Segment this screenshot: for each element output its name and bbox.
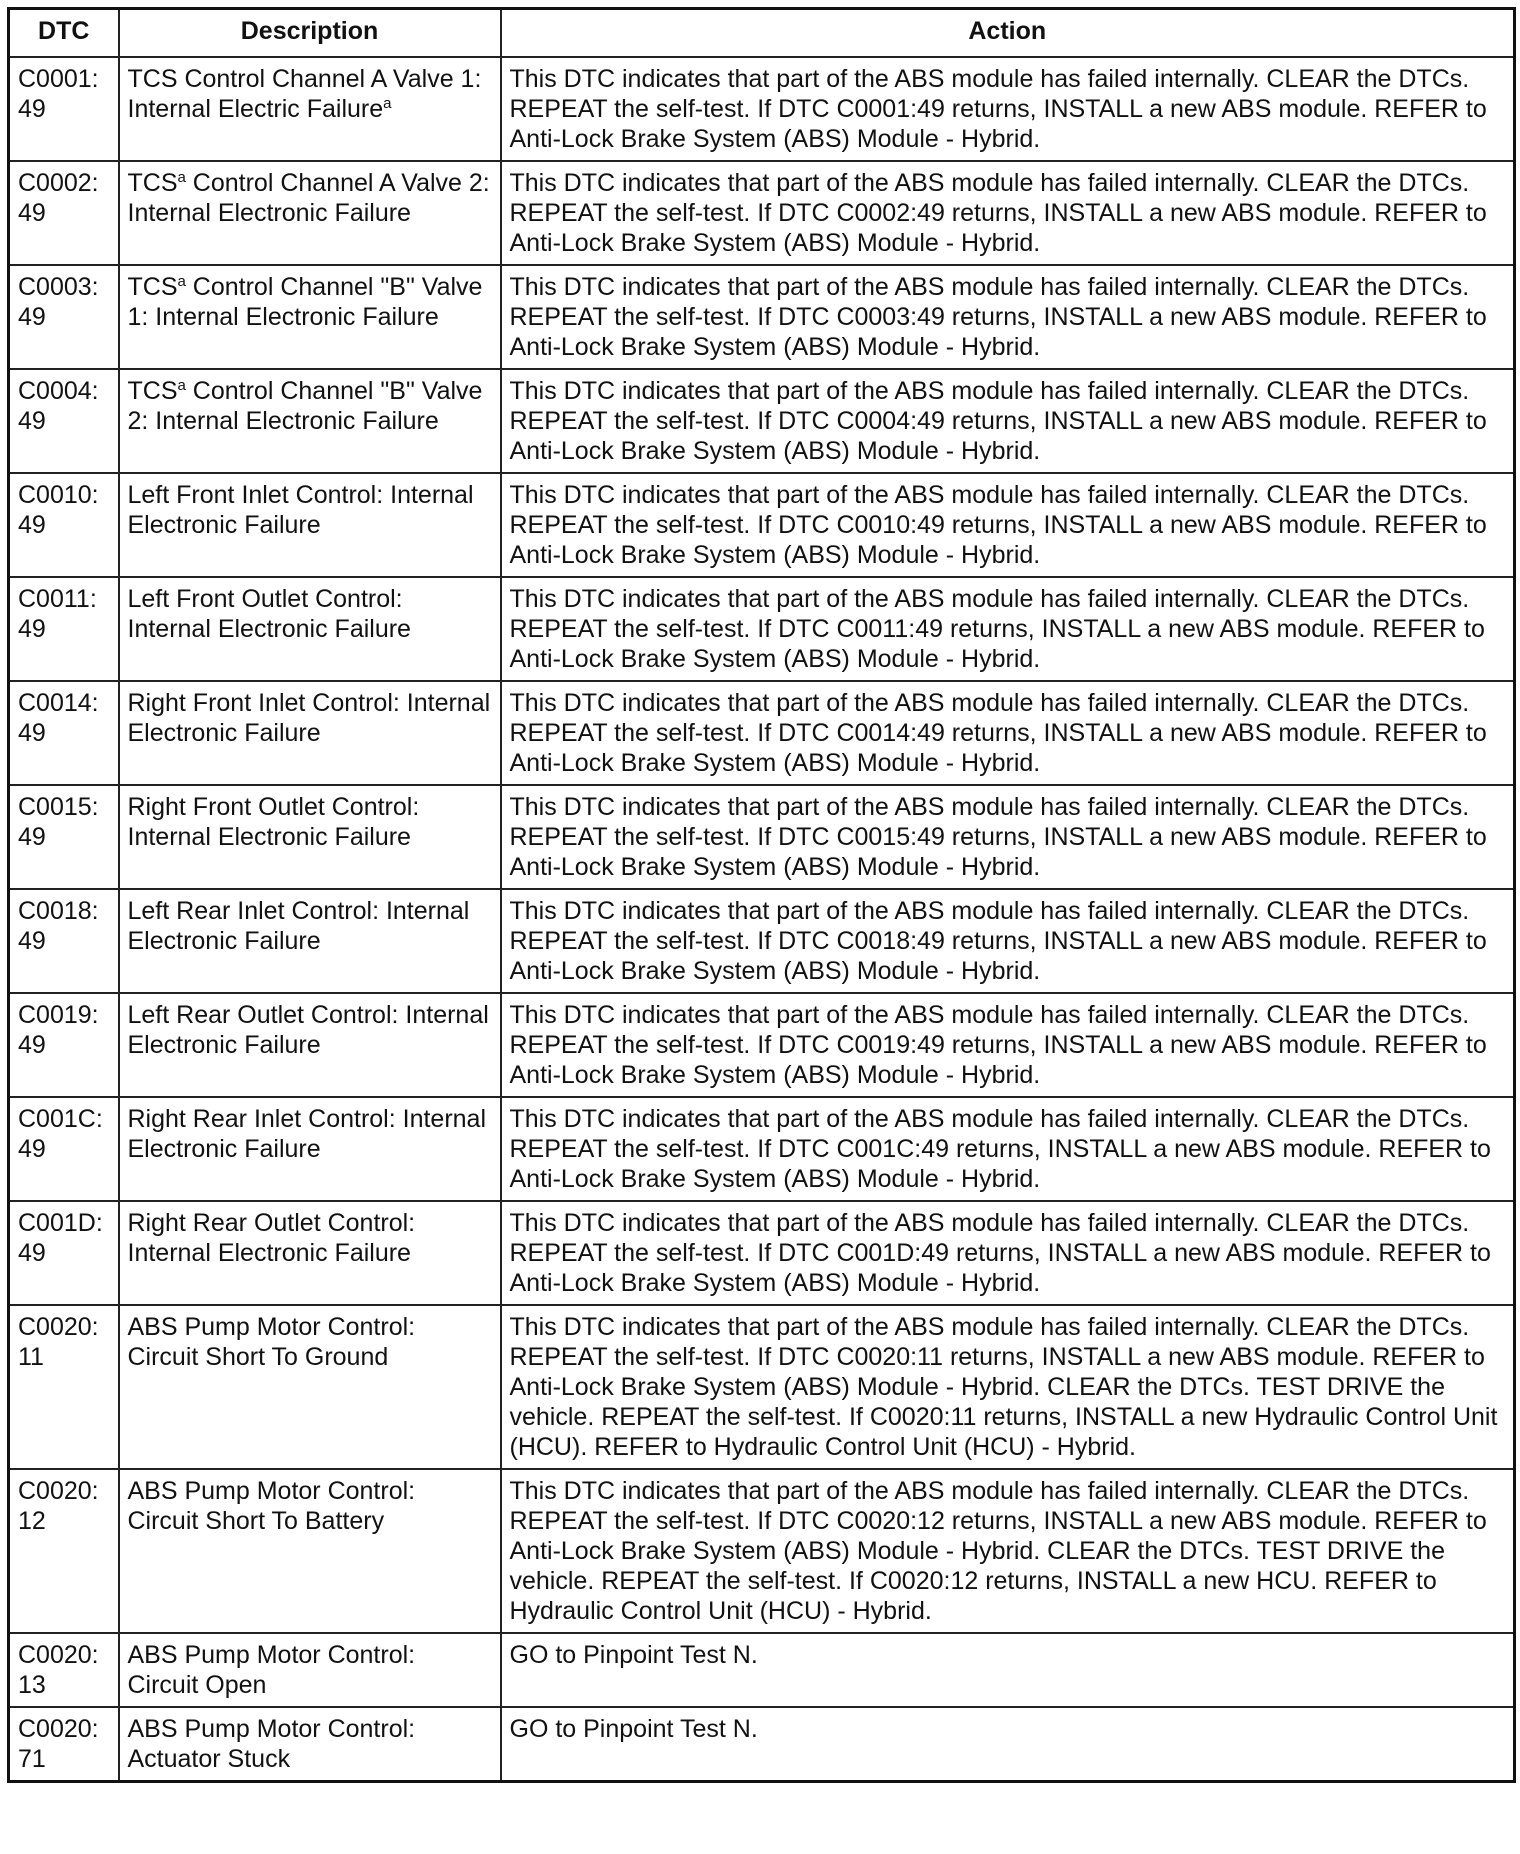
dtc-action: This DTC indicates that part of the ABS module has failed internally. CLEAR the DTCs. REPEAT the self-test. If DTC C0003:49 returns, INSTALL a new ABS module. REFER to Anti-Lock Brake System (ABS) Module - Hybrid. xyxy=(501,265,1515,369)
dtc-description xyxy=(119,57,501,161)
dtc-description: Right Front Inlet Control: Internal Electronic Failure xyxy=(119,681,501,785)
description-suffix: Control Channel "B" Valve 2: Internal Electronic Failure xyxy=(127,377,483,435)
dtc-action: This DTC indicates that part of the ABS module has failed internally. CLEAR the DTCs. REPEAT the self-test. If DTC C0020:11 returns, INSTALL a new ABS module. REFER to Anti-Lock Brake System (ABS) Module - Hybrid. CLEAR the DTCs. TEST DRIVE the vehicle. REPEAT the self-test. If C0020:11 returns, INSTALL a new Hydraulic Control Unit (HCU). REFER to Hydraulic Control Unit (HCU) - Hybrid. xyxy=(501,1305,1515,1469)
dtc-code: C0001:49 xyxy=(9,57,119,161)
dtc-action: This DTC indicates that part of the ABS module has failed internally. CLEAR the DTCs. REPEAT the self-test. If DTC C0019:49 returns, INSTALL a new ABS module. REFER to Anti-Lock Brake System (ABS) Module - Hybrid. xyxy=(501,993,1515,1097)
description-prefix: TCS xyxy=(127,169,178,197)
dtc-description: ABS Pump Motor Control: Circuit Short To Ground xyxy=(119,1305,501,1469)
table-row xyxy=(9,993,1515,1097)
header-dtc: DTC xyxy=(9,9,119,58)
dtc-description: Right Front Outlet Control: Internal Electronic Failure xyxy=(119,785,501,889)
dtc-action: This DTC indicates that part of the ABS module has failed internally. CLEAR the DTCs. REPEAT the self-test. If DTC C0018:49 returns, INSTALL a new ABS module. REFER to Anti-Lock Brake System (ABS) Module - Hybrid. xyxy=(501,889,1515,993)
dtc-code: C0020:11 xyxy=(9,1305,119,1469)
dtc-description xyxy=(119,161,501,265)
dtc-description: Left Rear Outlet Control: Internal Electronic Failure xyxy=(119,993,501,1097)
dtc-code: C0011:49 xyxy=(9,577,119,681)
dtc-action: This DTC indicates that part of the ABS module has failed internally. CLEAR the DTCs. REPEAT the self-test. If DTC C001D:49 returns, INSTALL a new ABS module. REFER to Anti-Lock Brake System (ABS) Module - Hybrid. xyxy=(501,1201,1515,1305)
dtc-code: C0020:13 xyxy=(9,1633,119,1707)
table-row xyxy=(9,1707,1515,1782)
dtc-description: Left Rear Inlet Control: Internal Electronic Failure xyxy=(119,889,501,993)
header-description: Description xyxy=(119,9,501,58)
dtc-action: This DTC indicates that part of the ABS module has failed internally. CLEAR the DTCs. REPEAT the self-test. If DTC C0004:49 returns, INSTALL a new ABS module. REFER to Anti-Lock Brake System (ABS) Module - Hybrid. xyxy=(501,369,1515,473)
dtc-description: ABS Pump Motor Control: Actuator Stuck xyxy=(119,1707,501,1782)
dtc-action: This DTC indicates that part of the ABS module has failed internally. CLEAR the DTCs. REPEAT the self-test. If DTC C0002:49 returns, INSTALL a new ABS module. REFER to Anti-Lock Brake System (ABS) Module - Hybrid. xyxy=(501,161,1515,265)
table-row xyxy=(9,681,1515,785)
dtc-action: This DTC indicates that part of the ABS module has failed internally. CLEAR the DTCs. REPEAT the self-test. If DTC C0015:49 returns, INSTALL a new ABS module. REFER to Anti-Lock Brake System (ABS) Module - Hybrid. xyxy=(501,785,1515,889)
dtc-action: This DTC indicates that part of the ABS module has failed internally. CLEAR the DTCs. REPEAT the self-test. If DTC C0014:49 returns, INSTALL a new ABS module. REFER to Anti-Lock Brake System (ABS) Module - Hybrid. xyxy=(501,681,1515,785)
footnote-marker: a xyxy=(177,377,186,394)
description-suffix: Control Channel A Valve 2: Internal Electronic Failure xyxy=(127,169,490,227)
footnote-marker: a xyxy=(383,95,392,112)
table-row xyxy=(9,889,1515,993)
table-row xyxy=(9,57,1515,161)
description-prefix: TCS xyxy=(127,377,178,405)
dtc-description: ABS Pump Motor Control: Circuit Open xyxy=(119,1633,501,1707)
dtc-code: C0019:49 xyxy=(9,993,119,1097)
dtc-description: Left Front Outlet Control: Internal Electronic Failure xyxy=(119,577,501,681)
footnote-marker: a xyxy=(177,273,186,290)
dtc-code: C0002:49 xyxy=(9,161,119,265)
dtc-action: This DTC indicates that part of the ABS module has failed internally. CLEAR the DTCs. REPEAT the self-test. If DTC C0011:49 returns, INSTALL a new ABS module. REFER to Anti-Lock Brake System (ABS) Module - Hybrid. xyxy=(501,577,1515,681)
footnote-marker: a xyxy=(177,169,186,186)
dtc-code: C0010:49 xyxy=(9,473,119,577)
dtc-code: C0014:49 xyxy=(9,681,119,785)
dtc-description: ABS Pump Motor Control: Circuit Short To Battery xyxy=(119,1469,501,1633)
table-row xyxy=(9,473,1515,577)
dtc-code: C0004:49 xyxy=(9,369,119,473)
dtc-action: GO to Pinpoint Test N. xyxy=(501,1633,1515,1707)
header-action: Action xyxy=(501,9,1515,58)
dtc-code: C0003:49 xyxy=(9,265,119,369)
dtc-code: C0020:71 xyxy=(9,1707,119,1782)
dtc-action: This DTC indicates that part of the ABS module has failed internally. CLEAR the DTCs. REPEAT the self-test. If DTC C0020:12 returns, INSTALL a new ABS module. REFER to Anti-Lock Brake System (ABS) Module - Hybrid. CLEAR the DTCs. TEST DRIVE the vehicle. REPEAT the self-test. If C0020:12 returns, INSTALL a new HCU. REFER to Hydraulic Control Unit (HCU) - Hybrid. xyxy=(501,1469,1515,1633)
description-prefix: TCS xyxy=(127,273,178,301)
dtc-description: Right Rear Outlet Control: Internal Electronic Failure xyxy=(119,1201,501,1305)
table-row xyxy=(9,161,1515,265)
dtc-description xyxy=(119,265,501,369)
dtc-table xyxy=(7,7,1516,1783)
dtc-action: GO to Pinpoint Test N. xyxy=(501,1707,1515,1782)
dtc-code: C0018:49 xyxy=(9,889,119,993)
dtc-description: Right Rear Inlet Control: Internal Electronic Failure xyxy=(119,1097,501,1201)
description-suffix: Control Channel "B" Valve 1: Internal Electronic Failure xyxy=(127,273,483,331)
dtc-code: C0015:49 xyxy=(9,785,119,889)
description-text: TCS Control Channel A Valve 1: Internal Electric Failure xyxy=(127,65,482,123)
dtc-description xyxy=(119,369,501,473)
table-row xyxy=(9,577,1515,681)
dtc-code: C001C:49 xyxy=(9,1097,119,1201)
dtc-description: Left Front Inlet Control: Internal Electronic Failure xyxy=(119,473,501,577)
table-row xyxy=(9,265,1515,369)
dtc-code: C0020:12 xyxy=(9,1469,119,1633)
dtc-action: This DTC indicates that part of the ABS module has failed internally. CLEAR the DTCs. REPEAT the self-test. If DTC C001C:49 returns, INSTALL a new ABS module. REFER to Anti-Lock Brake System (ABS) Module - Hybrid. xyxy=(501,1097,1515,1201)
table-row xyxy=(9,1633,1515,1707)
table-row xyxy=(9,1097,1515,1201)
dtc-code: C001D:49 xyxy=(9,1201,119,1305)
table-body xyxy=(9,57,1515,1782)
table-row xyxy=(9,785,1515,889)
table-row xyxy=(9,369,1515,473)
table-row xyxy=(9,1201,1515,1305)
table-row xyxy=(9,1469,1515,1633)
dtc-action: This DTC indicates that part of the ABS module has failed internally. CLEAR the DTCs. REPEAT the self-test. If DTC C0001:49 returns, INSTALL a new ABS module. REFER to Anti-Lock Brake System (ABS) Module - Hybrid. xyxy=(501,57,1515,161)
table-row xyxy=(9,1305,1515,1469)
dtc-action: This DTC indicates that part of the ABS module has failed internally. CLEAR the DTCs. REPEAT the self-test. If DTC C0010:49 returns, INSTALL a new ABS module. REFER to Anti-Lock Brake System (ABS) Module - Hybrid. xyxy=(501,473,1515,577)
table-header-row xyxy=(9,9,1515,58)
